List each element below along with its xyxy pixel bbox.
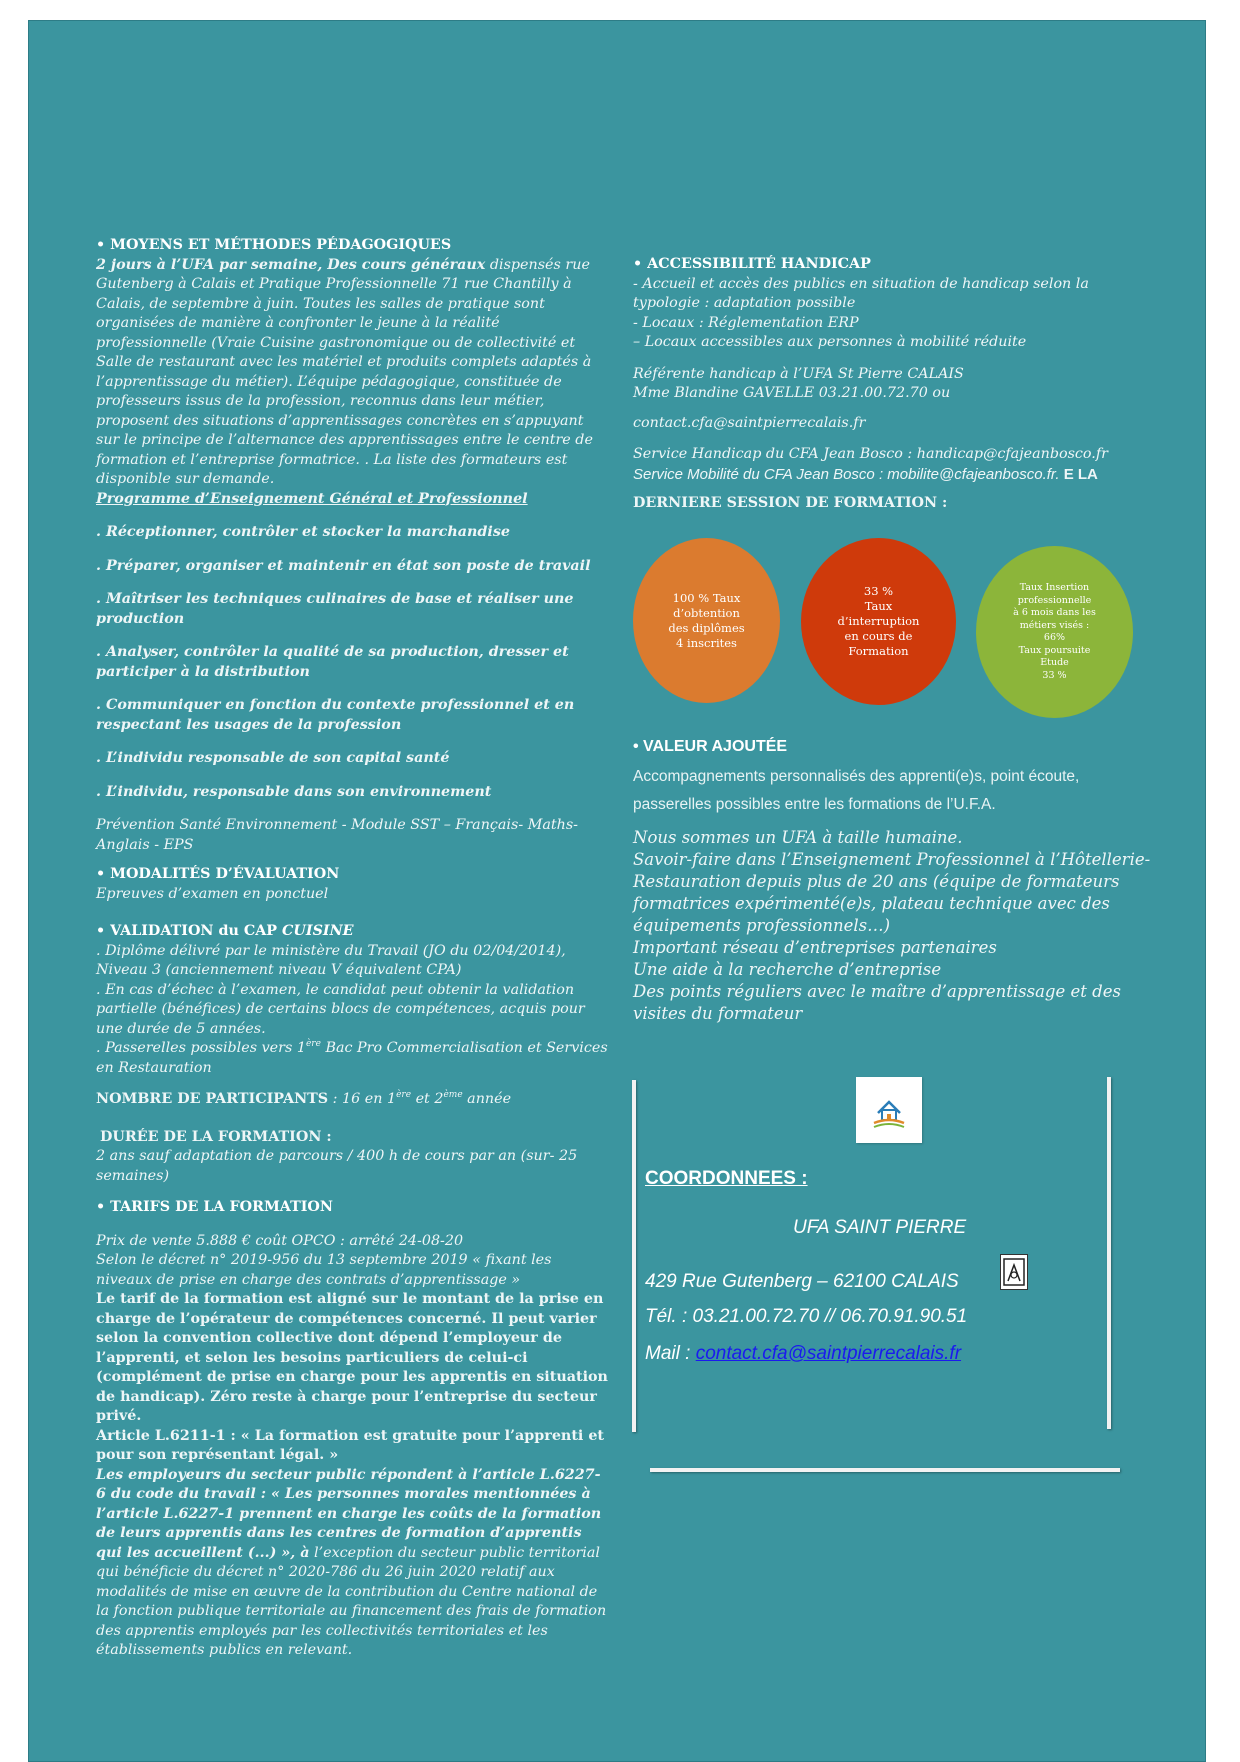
house-icon — [856, 1077, 922, 1143]
contact-email[interactable]: contact.cfa@saintpierrecalais.fr — [633, 414, 866, 431]
valeur-line: Une aide à la recherche d’entreprise — [633, 960, 942, 979]
validation-line: . Diplôme délivré par le ministère du Travail (JO du 02/04/2014), Niveau 3 (anciennement niveau V équivalent CPA) — [96, 942, 566, 978]
access-line: - Locaux : Réglementation ERP — [633, 314, 859, 331]
duree-title: DURÉE DE LA FORMATION : — [100, 1128, 332, 1145]
box-right-border — [1107, 1077, 1111, 1429]
referente-line: Référente handicap à l’UFA St Pierre CALAIS — [633, 365, 964, 382]
valeur-title: • VALEUR AJOUTÉE — [633, 738, 788, 755]
stat-circle-obtention: 100 % Taux d’obtention des diplômes 4 inscrites — [633, 538, 780, 703]
coords-phone: Tél. : 03.21.00.72.70 // 06.70.91.90.51 — [645, 1306, 968, 1327]
valeur-line: Des points réguliers avec le maître d’apprentissage et des visites du formateur — [633, 982, 1121, 1023]
moyens-paragraph — [96, 256, 610, 490]
valeur-list — [633, 827, 1153, 1025]
modalites-title: • MODALITÉS D’ÉVALUATION — [96, 866, 340, 882]
valeur-section — [633, 737, 1153, 1025]
programme-item: . Communiquer en fonction du contexte professionnel et en respectant les usages de la profession — [96, 697, 575, 733]
modalites-text: Epreuves d’examen en ponctuel — [96, 885, 329, 902]
service-handicap: Service Handicap du CFA Jean Bosco : handicap@cfajeanbosco.fr — [633, 446, 1108, 462]
valeur-line: Important réseau d’entreprises partenaires — [633, 938, 997, 957]
tarifs-article: Article L.6211-1 : « La formation est gratuite pour l’apprenti et pour son représentant légal. » — [96, 1427, 605, 1463]
tarifs-public: Les employeurs du secteur public répondent à l’article L.6227-6 du code du travail : « Les personnes morales mentionnées à l’article L.6227-1 prennent en charge les coûts de la formation de leurs apprentis dans les centres de formation d’apprentis qui les accueillent (...) », à l’exception du secteur public territorial qui bénéficie du décret n° 2020-786 du 26 juin 2020 relatif aux modalités de mise en œuvre de la contribution du Centre national de la fonction publique territoriale au financement des frais de formation des apprentis employés par les collectivités territoriales et les établissements publics en relevant. — [96, 1466, 607, 1658]
stat-circle-interruption: 33 % Taux d’interruption en cours de Formation — [801, 538, 956, 705]
session-title: DERNIERE SESSION DE FORMATION : — [633, 495, 948, 511]
coords-mail-link[interactable]: contact.cfa@saintpierrecalais.fr — [695, 1343, 962, 1364]
referente-line: Mme Blandine GAVELLE 03.21.00.72.70 ou — [633, 385, 951, 401]
validation-line: . En cas d’échec à l’examen, le candidat peut obtenir la validation partielle (bénéfices) de certains blocs de compétences, acquis pour une durée de 5 années. — [96, 981, 585, 1037]
validation-title: • VALIDATION du CAP CUISINE — [96, 923, 354, 939]
right-column — [633, 255, 1153, 514]
passerelles-line: . Passerelles possibles vers 1ère Bac Pro Commercialisation et Services en Restauration — [96, 1039, 608, 1076]
service-mobilite: Service Mobilité du CFA Jean Bosco : mobilite@cfajeanbosco.fr. E LA — [633, 465, 1098, 483]
tarifs-prix: Prix de vente 5.888 € coût OPCO : arrêté 24-08-20 — [96, 1232, 464, 1249]
programme-item: . Maîtriser les techniques culinaires de base et réaliser une production — [96, 591, 574, 627]
programme-item: . L’individu responsable de son capital santé — [96, 750, 450, 766]
ufa-logo — [856, 1077, 922, 1143]
moyens-lead: 2 jours à l’UFA par semaine, Des cours généraux — [96, 256, 486, 273]
valeur-line: Savoir-faire dans l’Enseignement Professionnel à l’Hôtellerie-Restauration depuis plus de 20 ans (équipe de formateurs formatrices expérimenté(e)s, plateau technique avec des équipements professionnels…) — [633, 850, 1151, 935]
programme-item: . Réceptionner, contrôler et stocker la marchandise — [96, 524, 510, 540]
access-line: - Accueil et accès des publics en situation de handicap selon la typologie : adaptation possible — [633, 275, 1089, 311]
programme-item: . Analyser, contrôler la qualité de sa production, dresser et participer à la distribution — [96, 644, 569, 680]
tarifs-title: • TARIFS DE LA FORMATION — [96, 1199, 333, 1215]
box-bottom-border — [650, 1468, 1120, 1472]
coords-name: UFA SAINT PIERRE — [793, 1217, 967, 1238]
coords-title: COORDONNEES : — [645, 1168, 808, 1189]
duree-text: 2 ans sauf adaptation de parcours / 400 h de cours par an (sur- 25 semaines) — [96, 1148, 578, 1184]
programme-list — [96, 523, 610, 802]
box-left-border — [632, 1080, 636, 1432]
access-line: – Locaux accessibles aux personnes à mobilité réduite — [633, 334, 1027, 350]
left-column — [96, 236, 610, 1661]
valeur-line: Nous sommes un UFA à taille humaine. — [633, 828, 963, 847]
programme-item: . Préparer, organiser et maintenir en état son poste de travail — [96, 557, 591, 574]
prevention-text: Prévention Santé Environnement - Module SST – Français- Maths- Anglais - EPS — [96, 817, 578, 853]
tarifs-bold: Le tarif de la formation est aligné sur le montant de la prise en charge de l’opérateur de compétences concerné. Il peut varier selon la convention collective dont dépend l’employeur de l’apprenti, et selon les besoins particuliers de celui-ci (complément de prise en charge pour les apprentis en situation de handicap). Zéro reste à charge pour l’entreprise du secteur privé. — [96, 1291, 608, 1424]
access-title: • ACCESSIBILITÉ HANDICAP — [633, 256, 871, 272]
valeur-text: Accompagnements personnalisés des apprenti(e)s, point écoute, passerelles possibles entre les formations de l’U.F.A. — [633, 768, 1080, 813]
stat-circle-insertion: Taux Insertion professionnelle à 6 mois dans les métiers visés : 66% Taux poursuite Etude 33 % — [976, 546, 1133, 718]
coords-mail-line: Mail : contact.cfa@saintpierrecalais.fr — [645, 1343, 962, 1364]
stamp-icon — [1000, 1254, 1028, 1290]
programme-title: Programme d’Enseignement Général et Professionnel — [96, 490, 528, 507]
programme-item: . L’individu, responsable dans son environnement — [96, 783, 492, 800]
coords-address: 429 Rue Gutenberg – 62100 CALAIS — [645, 1271, 959, 1292]
moyens-title: • MOYENS ET MÉTHODES PÉDAGOGIQUES — [96, 237, 452, 253]
moyens-text: dispensés rue Gutenberg à Calais et Pratique Professionnelle 71 rue Chantilly à Calais, de septembre à juin. Toutes les salles de pratique sont organisées de manière à confronter le jeune à la réalité professionnelle (Vraie Cuisine gastronomique ou de collectivité et Salle de restaurant avec les matériel et produits complets adaptés à l’apprentissage du métier). L’équipe pédagogique, constituée de professeurs issus de la profession, reconnus dans leur métier, proposent des situations d’apprentissages concrètes en s’appuyant sur le principe de l’alternance des apprentissages entre le centre de formation et l’entreprise formatrice. . La liste des formateurs est disponible sur demande. — [96, 256, 593, 487]
participants-line: NOMBRE DE PARTICIPANTS : 16 en 1ère et 2ème année — [96, 1090, 512, 1107]
tarifs-decret: Selon le décret n° 2019-956 du 13 septembre 2019 « fixant les niveaux de prise en charge des contrats d’apprentissage » — [96, 1252, 552, 1288]
